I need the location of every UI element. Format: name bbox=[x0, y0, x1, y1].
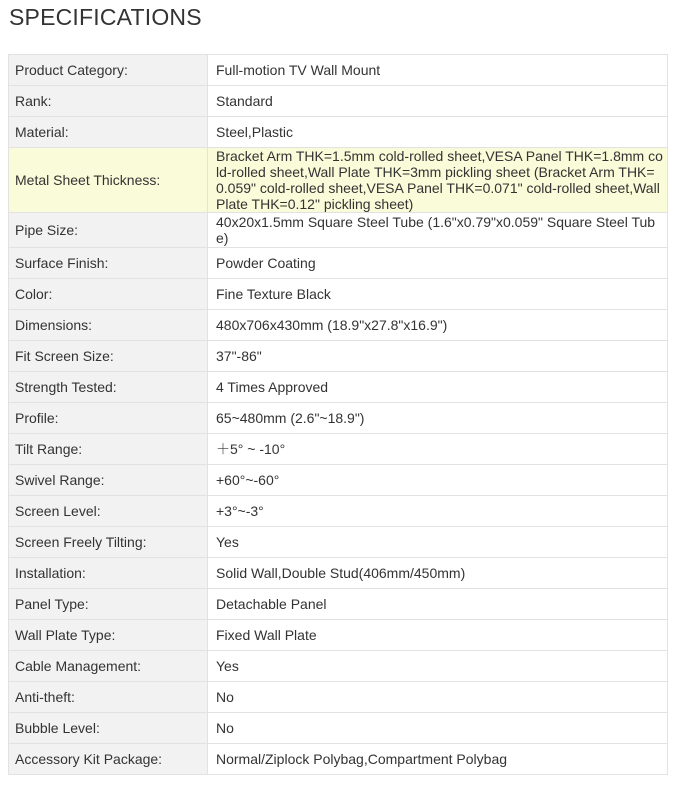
spec-row-screen-level bbox=[9, 496, 668, 527]
spec-label: Swivel Range: bbox=[9, 465, 208, 496]
spec-label: Anti-theft: bbox=[9, 682, 208, 713]
spec-value: +3°~-3° bbox=[208, 496, 668, 527]
spec-label: Profile: bbox=[9, 403, 208, 434]
spec-value: Yes bbox=[208, 527, 668, 558]
spec-label: Installation: bbox=[9, 558, 208, 589]
spec-value: Powder Coating bbox=[208, 248, 668, 279]
spec-row-color bbox=[9, 279, 668, 310]
spec-label: Fit Screen Size: bbox=[9, 341, 208, 372]
spec-label: Screen Freely Tilting: bbox=[9, 527, 208, 558]
spec-value: Bracket Arm THK=1.5mm cold-rolled sheet,VESA Panel THK=1.8mm cold-rolled sheet,Wall Plate THK=3mm pickling sheet (Bracket Arm THK=0.059" cold-rolled sheet,VESA Panel THK=0.071" cold-rolled sheet,Wall Plate THK=0.12" pickling sheet) bbox=[208, 148, 668, 213]
spec-value: Fixed Wall Plate bbox=[208, 620, 668, 651]
spec-row-rank bbox=[9, 86, 668, 117]
spec-label: Pipe Size: bbox=[9, 213, 208, 248]
spec-value: Solid Wall,Double Stud(406mm/450mm) bbox=[208, 558, 668, 589]
page-title: SPECIFICATIONS bbox=[9, 4, 202, 30]
spec-row-product-category bbox=[9, 55, 668, 86]
spec-value: Detachable Panel bbox=[208, 589, 668, 620]
spec-label: Dimensions: bbox=[9, 310, 208, 341]
spec-value: 65~480mm (2.6"~18.9") bbox=[208, 403, 668, 434]
spec-label: Panel Type: bbox=[9, 589, 208, 620]
spec-row-material bbox=[9, 117, 668, 148]
specifications-table bbox=[8, 54, 668, 775]
spec-row-pipe-size bbox=[9, 213, 668, 248]
spec-label: Rank: bbox=[9, 86, 208, 117]
spec-value: Yes bbox=[208, 651, 668, 682]
spec-value: ＋5° ~ -10° bbox=[208, 434, 668, 465]
spec-label: Tilt Range: bbox=[9, 434, 208, 465]
spec-value: 37"-86" bbox=[208, 341, 668, 372]
spec-row-profile bbox=[9, 403, 668, 434]
spec-value: 40x20x1.5mm Square Steel Tube (1.6"x0.79"x0.059" Square Steel Tube) bbox=[208, 213, 668, 248]
spec-label: Color: bbox=[9, 279, 208, 310]
spec-label: Bubble Level: bbox=[9, 713, 208, 744]
spec-label: Screen Level: bbox=[9, 496, 208, 527]
spec-value: Standard bbox=[208, 86, 668, 117]
spec-value: Fine Texture Black bbox=[208, 279, 668, 310]
spec-row-screen-freely-tilting bbox=[9, 527, 668, 558]
spec-row-installation bbox=[9, 558, 668, 589]
spec-row-metal-sheet-thickness bbox=[9, 148, 668, 213]
spec-label: Product Category: bbox=[9, 55, 208, 86]
spec-row-fit-screen-size bbox=[9, 341, 668, 372]
spec-label: Accessory Kit Package: bbox=[9, 744, 208, 775]
spec-row-dimensions bbox=[9, 310, 668, 341]
spec-label: Material: bbox=[9, 117, 208, 148]
spec-value: 4 Times Approved bbox=[208, 372, 668, 403]
spec-label: Surface Finish: bbox=[9, 248, 208, 279]
spec-row-swivel-range bbox=[9, 465, 668, 496]
spec-label: Wall Plate Type: bbox=[9, 620, 208, 651]
spec-row-cable-management bbox=[9, 651, 668, 682]
spec-value: 480x706x430mm (18.9"x27.8"x16.9") bbox=[208, 310, 668, 341]
spec-row-surface-finish bbox=[9, 248, 668, 279]
spec-value: +60°~-60° bbox=[208, 465, 668, 496]
spec-row-bubble-level bbox=[9, 713, 668, 744]
spec-row-anti-theft bbox=[9, 682, 668, 713]
spec-row-wall-plate-type bbox=[9, 620, 668, 651]
spec-value: Normal/Ziplock Polybag,Compartment Polybag bbox=[208, 744, 668, 775]
spec-row-accessory-kit-package bbox=[9, 744, 668, 775]
spec-row-strength-tested bbox=[9, 372, 668, 403]
spec-row-tilt-range bbox=[9, 434, 668, 465]
spec-value: Full-motion TV Wall Mount bbox=[208, 55, 668, 86]
spec-value: No bbox=[208, 713, 668, 744]
spec-value: Steel,Plastic bbox=[208, 117, 668, 148]
spec-row-panel-type bbox=[9, 589, 668, 620]
spec-value: No bbox=[208, 682, 668, 713]
spec-label: Strength Tested: bbox=[9, 372, 208, 403]
spec-label: Cable Management: bbox=[9, 651, 208, 682]
spec-label: Metal Sheet Thickness: bbox=[9, 148, 208, 213]
